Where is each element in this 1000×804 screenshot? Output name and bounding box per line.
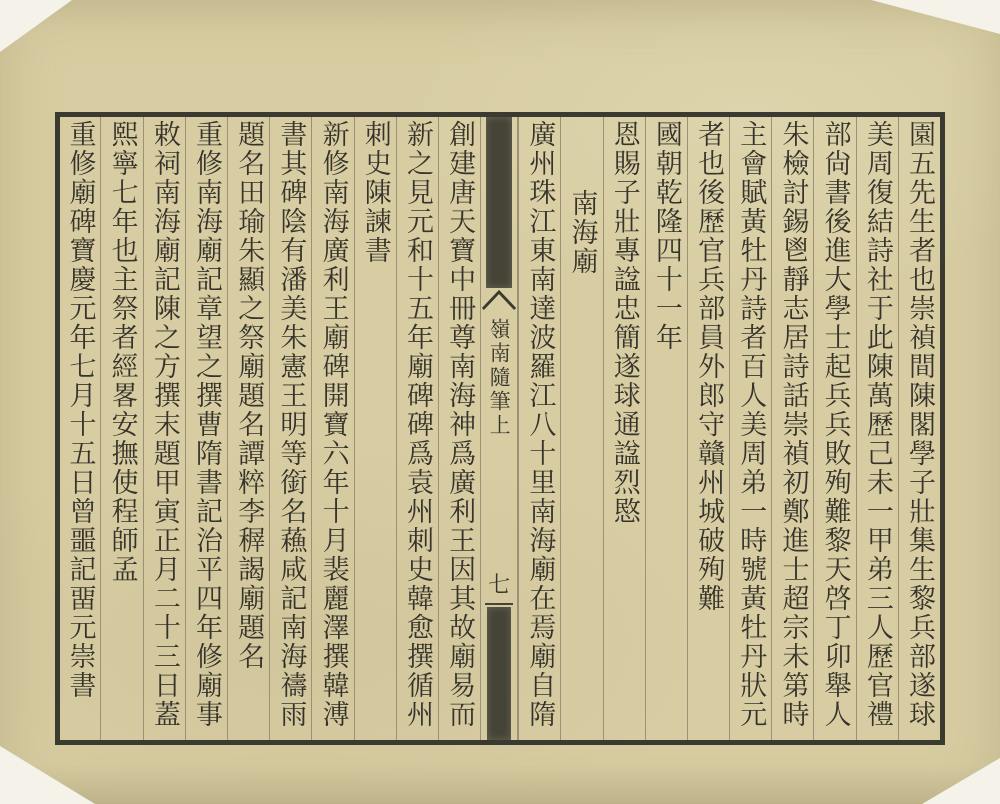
text-column-8: 恩賜子壯專諡忠簡遂球通諡烈愍 <box>603 117 645 740</box>
text-column-18: 敕祠南海廟記陳之方撰末題甲寅正月二十三日蓋 <box>143 117 185 740</box>
text-column-1: 園五先生者也崇禎間陳閣學子壯集生黎兵部遂球 <box>898 117 940 740</box>
banxin-book-title: 嶺南隨筆上 <box>487 318 512 438</box>
scan-corner-top-left <box>0 0 72 52</box>
text-column-14: 新修南海廣利王廟碑開寶六年十月裴麗澤撰韓溥 <box>311 117 353 740</box>
page-frame <box>55 112 945 745</box>
text-column-10: 廣州珠江東南達波羅江八十里南海廟在焉廟自隋 <box>518 117 560 740</box>
text-column-17: 重修南海廟記章望之撰曹隋書記治平四年修廟事 <box>185 117 227 740</box>
text-columns <box>60 117 940 740</box>
text-column-19: 熙寧七年也主祭者經畧安撫使程師孟 <box>100 117 142 740</box>
section-header-nanhai-miao: 南海廟 <box>560 117 602 740</box>
banxin-center-column <box>480 117 518 740</box>
text-column-3: 部尙書後進大學士起兵兵敗殉難黎天啓丁卯舉人 <box>813 117 855 740</box>
text-column-4: 朱檢討錫鬯靜志居詩話崇禎初鄭進士超宗未第時 <box>771 117 813 740</box>
text-column-13: 刺史陳諫書 <box>354 117 396 740</box>
text-column-5: 主會賦黃牡丹詩者百人美周弟一時號黃牡丹狀元 <box>729 117 771 740</box>
scan-corner-top-right <box>860 0 1000 34</box>
text-column-12: 新之見元和十五年廟碑碑爲袁州刺史韓愈撰循州 <box>396 117 438 740</box>
scan-corner-bottom-left <box>0 746 95 804</box>
scan-corner-bottom-right <box>922 758 1000 804</box>
fishtail-mark-icon <box>481 288 517 311</box>
banxin-divider-line <box>485 603 513 605</box>
text-column-2: 美周復結詩社于此陳萬歷己未一甲弟三人歷官禮 <box>856 117 898 740</box>
text-column-11: 創建唐天寶中冊尊南海神爲廣利王因其故廟易而 <box>438 117 480 740</box>
text-column-7: 國朝乾隆四十一年 <box>645 117 687 740</box>
banxin-page-number: 七 <box>488 573 511 598</box>
text-column-20: 重修廟碑寶慶元年七月十五日曾噩記畱元崇書 <box>64 120 96 700</box>
text-column-15: 書其碑陰有潘美朱憲王明等銜名蘓咸記南海禱雨 <box>269 117 311 740</box>
banxin-bottom-bar <box>487 607 511 740</box>
text-column-6: 者也後歷官兵部員外郎守贛州城破殉難 <box>687 117 729 740</box>
banxin-top-bar <box>486 117 512 288</box>
text-column-16: 題名田瑜朱顯之祭廟題名譚粹李稺謁廟題名 <box>227 117 269 740</box>
